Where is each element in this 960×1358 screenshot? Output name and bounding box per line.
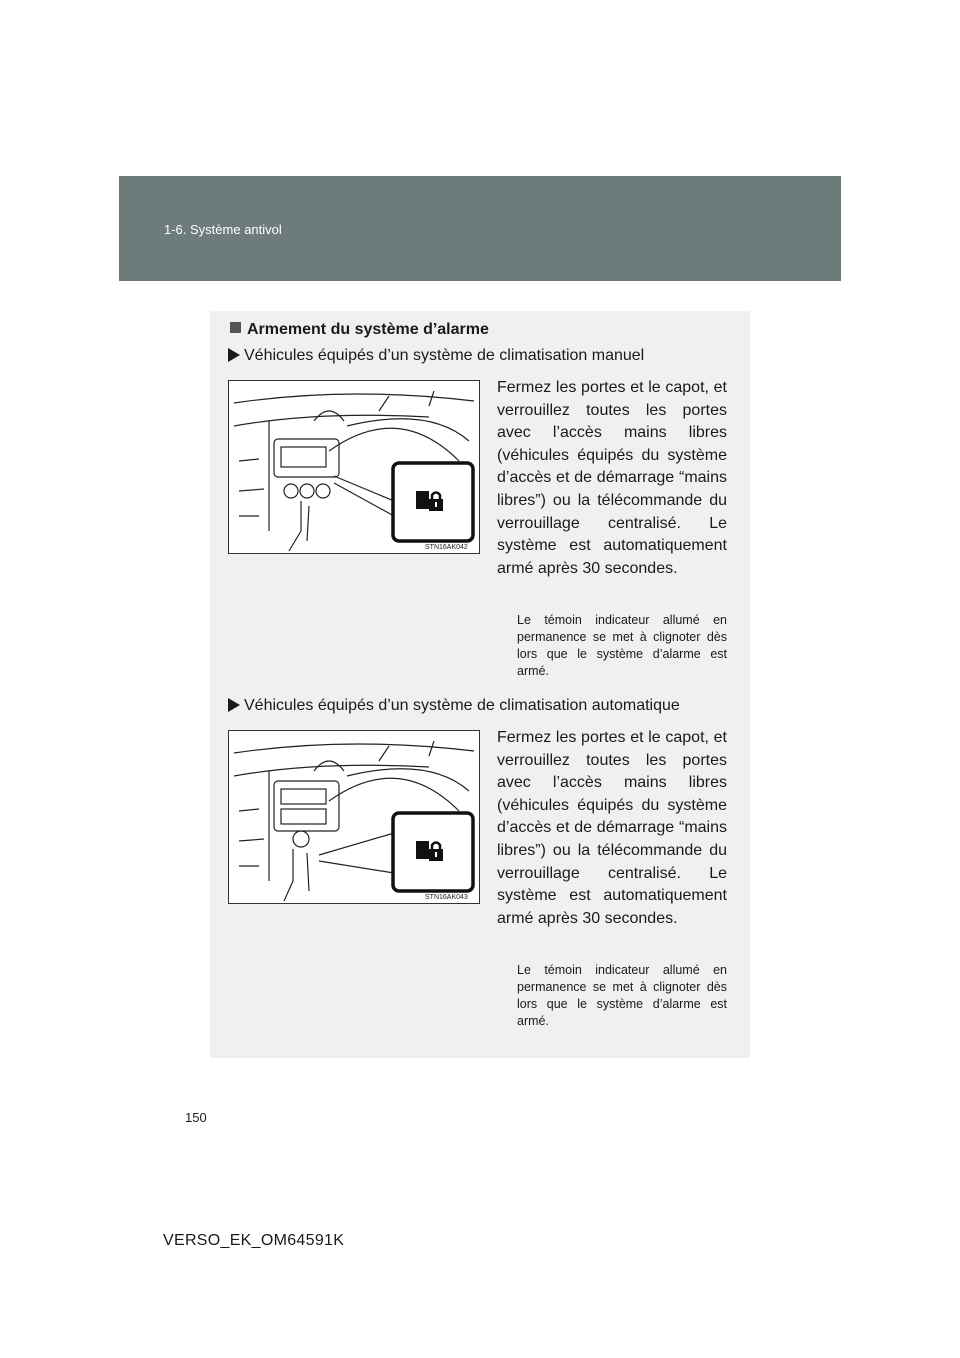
instruction-text: Fermez les portes et le capot, et verrouillez toutes les portes avec l’accès mains libres (véhicules équipés du système d’accès et de démarrage “mains libres”) ou la télécommande du verrouillage centralisé. Le système est automatiquement armé après 30 secondes.: [497, 379, 727, 577]
section-heading: [230, 321, 489, 339]
dashboard-illustration-automatic: [228, 730, 480, 904]
triangle-bullet-icon: [228, 698, 240, 712]
subheading-text: Véhicules équipés d’un système de climatisation manuel: [244, 347, 645, 364]
subheading-manual-ac: [228, 347, 644, 365]
header-band: [119, 176, 841, 281]
page-number: 150: [185, 1110, 207, 1125]
section-heading-text: Armement du système d’alarme: [247, 321, 489, 338]
triangle-bullet-icon: [228, 348, 240, 362]
subheading-automatic-ac: [228, 697, 680, 715]
note-text: Le témoin indicateur allumé en permanence se met à clignoter dès lors que le système d’alarme est armé.: [517, 963, 727, 1028]
dashboard-illustration-manual: [228, 380, 480, 554]
dashboard-drawing: [229, 731, 479, 903]
note-text: Le témoin indicateur allumé en permanence se met à clignoter dès lors que le système d’alarme est armé.: [517, 613, 727, 678]
content-box: [210, 311, 750, 1058]
section-title: 1-6. Système antivol: [164, 222, 282, 237]
image-code: STN16AK043: [425, 894, 468, 901]
dashboard-drawing: [229, 381, 479, 553]
image-code: STN16AK042: [425, 544, 468, 551]
square-bullet-icon: [230, 322, 241, 333]
subheading-text: Véhicules équipés d’un système de climatisation automatique: [244, 697, 680, 714]
instruction-text: Fermez les portes et le capot, et verrouillez toutes les portes avec l’accès mains libres (véhicules équipés du système d’accès et de démarrage “mains libres”) ou la télécommande du verrouillage centralisé. Le système est automatiquement armé après 30 secondes.: [497, 729, 727, 927]
document-code: VERSO_EK_OM64591K: [163, 1232, 345, 1249]
